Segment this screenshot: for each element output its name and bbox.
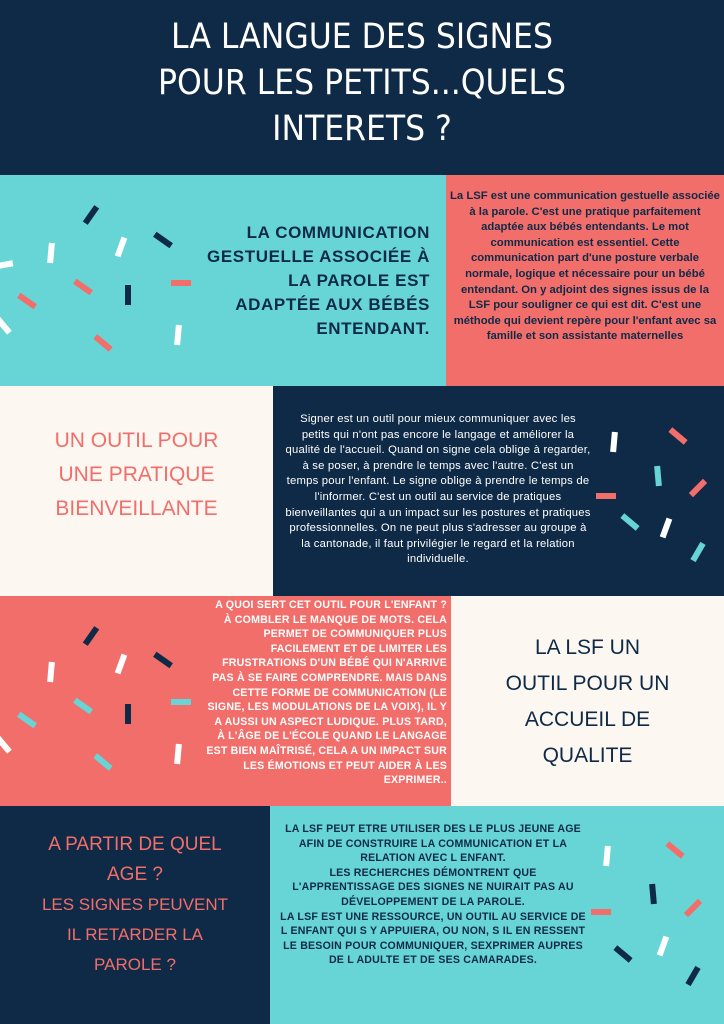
page-title (0, 0, 724, 175)
heading-line: QUALITE (542, 744, 633, 767)
section3-text: A QUOI SERT CET OUTIL POUR L'ENFANT ? À COMBLER LE MANQUE DE MOTS. CELA PERMET DE COMMUNIQUER PLUS FACILEMENT ET DE LIMITER LES FRUSTRATIONS D'UN BÉBÉ QUI N'ARRIVE PAS À SE FAIRE COMPRENDRE. MAIS DANS CETTE FORME DE COMMUNICATION (LE SIGNE, LES MODULATIONS DE LA VOIX), IL Y A AUSSI UN ASPECT LUDIQUE. PLUS TARD, À L'ÂGE DE L'ÉCOLE QUAND LE LANGAGE EST BIEN MAÎTRISÉ, CELA A UN IMPACT SUR LES ÉMOTIONS ET PEUT AIDER À LES EXPRIMER.. (206, 599, 447, 787)
section4-paragraph: LA LSF PEUT ETRE UTILISER DES LE PLUS JEUNE AGE AFIN DE CONSTRUIRE LA COMMUNICATION ET LA RELATION AVEC L ENFANT. (285, 823, 581, 865)
heading-line: IL RETARDER LA (66, 925, 204, 944)
section4-paragraph: LES RECHERCHES DÉMONTRENT QUE L'APPRENTISSAGE DES SIGNES NE NUIRAIT PAS AU DÉVELOPPEMENT DE LA PAROLE. (292, 866, 574, 908)
section2-heading (0, 424, 273, 526)
heading-line: ACCUEIL DE (524, 708, 651, 731)
heading-line: GESTUELLE ASSOCIÉE À (207, 247, 430, 266)
heading-line: UNE PRATIQUE (58, 463, 215, 486)
section1-text: La LSF est une communication gestuelle associée à la parole. C'est une pratique parfaitement adaptée aux bébés entendants. Le mot communication est essentiel. Cette communication part d'une posture verbale normale, logique et nécessaire pour un bébé entendant. On y adjoint des signes issus de la LSF pour souligner ce qui est dit. C'est une méthode qui devient repère pour l'enfant avec sa famille et son assistante maternelles (450, 190, 720, 343)
heading-line: LA COMMUNICATION (246, 223, 430, 242)
confetti-decoration (592, 806, 724, 1024)
heading-line: LA PAROLE EST (288, 271, 430, 290)
section3-heading-panel (451, 596, 724, 806)
heading-line: ENTENDANT. (316, 319, 430, 338)
heading-line: PAROLE ? (94, 955, 176, 974)
section1-heading-panel (0, 175, 446, 386)
confetti-decoration (0, 175, 200, 386)
heading-line: LA LSF UN (534, 636, 641, 659)
heading-line: LES SIGNES PEUVENT (41, 895, 229, 914)
heading-line: BIENVEILLANTE (55, 497, 218, 520)
title-line: POUR LES PETITS...QUELS (158, 63, 566, 103)
section4-text (280, 822, 586, 968)
heading-line: UN OUTIL POUR (54, 429, 219, 452)
heading-line: OUTIL POUR UN (505, 672, 670, 695)
section4-heading (0, 830, 270, 980)
section1-heading (180, 221, 430, 341)
section3-heading (451, 630, 724, 774)
section2-text: Signer est un outil pour mieux communiquer avec les petits qui n'ont pas encore le langage et améliorer la qualité de l'accueil. Quand on signe cela oblige à regarder, à se poser, à prendre le temps avec l'autre. C'est un temps pour l'enfant. Le signe oblige à prendre le temps de l'informer. C'est un outil au service de pratiques bienveillantes qui a un impact sur les postures et pratiques professionnelles. On ne peut plus s'adresser au groupe à la cantonade, il faut privilégier le regard et la relation individuelle. (285, 413, 591, 566)
section2-text-panel (273, 386, 724, 596)
confetti-decoration (593, 386, 724, 596)
heading-line: A PARTIR DE QUEL (48, 834, 222, 855)
title-line: INTERETS ? (272, 109, 452, 149)
section4-text-panel (270, 806, 724, 1024)
section1-text-panel (446, 175, 724, 386)
heading-line: ADAPTÉE AUX BÉBÉS (235, 295, 430, 314)
title-line: LA LANGUE DES SIGNES (171, 17, 553, 57)
section3-text-panel (0, 596, 451, 806)
section2-heading-panel (0, 386, 273, 596)
section4-heading-panel (0, 806, 270, 1024)
confetti-decoration (0, 596, 210, 806)
heading-line: AGE ? (107, 864, 163, 885)
section4-paragraph: LA LSF EST UNE RESSOURCE, UN OUTIL AU SERVICE DE L ENFANT QUI S Y APPUIERA, OU NON, S IL EN RESSENT LE BESOIN POUR COMMUNIQUER, SEXPRIMER AUPRES DE L ADULTE ET DE SES CAMARADES. (280, 910, 586, 967)
